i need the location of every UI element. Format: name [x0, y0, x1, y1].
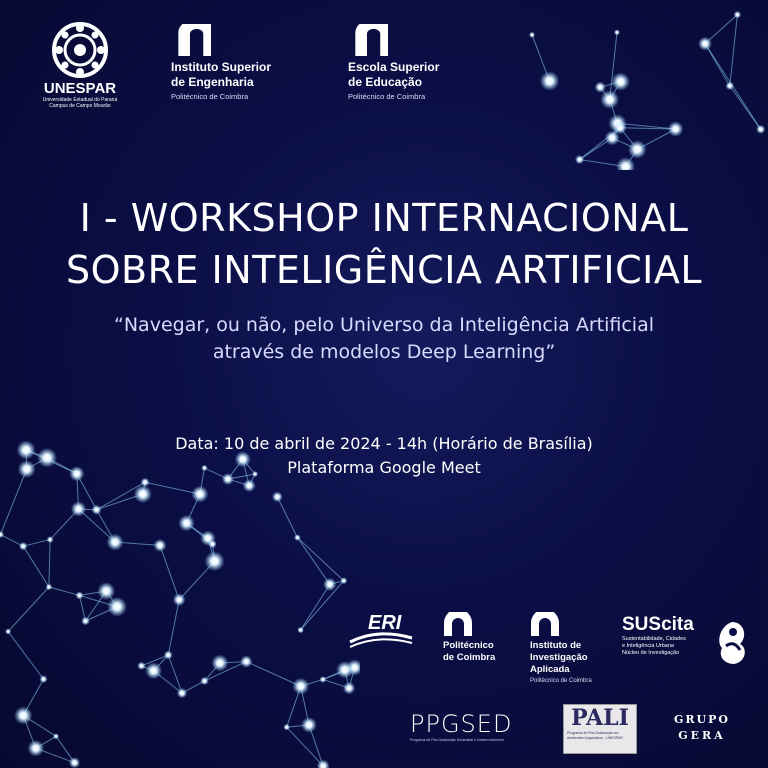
- network-node: [668, 121, 684, 137]
- network-link: [297, 538, 343, 581]
- network-link: [287, 727, 324, 766]
- network-link: [49, 540, 50, 587]
- network-node: [134, 485, 152, 503]
- iia-line4: Politécnico de Coimbra: [530, 678, 592, 684]
- unespar-emblem-icon: [48, 20, 112, 80]
- network-node: [27, 740, 44, 757]
- network-node: [319, 676, 326, 683]
- network-node: [53, 733, 59, 739]
- network-node: [595, 82, 606, 93]
- network-node: [323, 578, 336, 591]
- event-platform: Plataforma Google Meet: [287, 458, 481, 477]
- network-graphic-top-right: [448, 0, 768, 170]
- network-node: [605, 131, 620, 146]
- ese-line1: Escola Superior: [348, 60, 440, 74]
- ise-line1: Instituto Superior: [171, 60, 271, 74]
- network-node: [340, 577, 347, 584]
- suscita-line3: Núcleo de Investigação: [622, 650, 680, 656]
- network-link: [23, 546, 49, 587]
- network-node: [756, 125, 765, 134]
- network-node: [75, 591, 83, 599]
- network-link: [8, 632, 43, 680]
- title-line2: SOBRE INTELIGÊNCIA ARTIFICIAL: [65, 248, 703, 292]
- unespar-logo: [38, 20, 122, 109]
- ese-line2: de Educação: [348, 75, 423, 89]
- network-link: [8, 587, 49, 632]
- event-info: [0, 432, 768, 480]
- network-graphic-bottom-left: [0, 438, 360, 768]
- ese-logo: [348, 24, 439, 102]
- ise-logo: [171, 24, 271, 102]
- network-node: [734, 11, 742, 19]
- eri-logo: [348, 612, 414, 652]
- network-link: [160, 545, 179, 599]
- unespar-line2: Campus de Campo Mourão: [49, 103, 111, 109]
- network-link: [297, 538, 329, 585]
- suscita-line1: Sustentabilidade, Cidades: [622, 636, 686, 642]
- politecnico-line2: de Coimbra: [443, 652, 496, 663]
- network-node: [145, 662, 162, 679]
- gera-line1: GRUPO: [674, 713, 730, 726]
- network-node: [107, 597, 127, 617]
- network-node: [628, 140, 647, 159]
- network-link: [246, 662, 300, 687]
- unespar-name: UNESPAR: [43, 80, 117, 97]
- network-node: [611, 72, 630, 91]
- network-node: [540, 71, 560, 91]
- page-title: [0, 192, 768, 296]
- iia-line3: Aplicada: [530, 664, 570, 675]
- iia-line1: Instituto de: [530, 640, 582, 651]
- pali-name: PALI: [571, 705, 629, 731]
- suscita-logo: [622, 614, 750, 674]
- network-link: [49, 587, 80, 595]
- iia-line2: Investigação: [530, 652, 588, 663]
- subtitle-line2: através de modelos Deep Learning”: [212, 341, 556, 363]
- network-node: [97, 582, 115, 600]
- leaf-figure-icon: [714, 618, 750, 668]
- network-node: [240, 655, 252, 667]
- network-link: [168, 600, 179, 655]
- network-node: [137, 662, 145, 670]
- network-node: [725, 82, 734, 91]
- ise-line2: de Engenharia: [171, 75, 254, 89]
- network-node: [178, 515, 194, 531]
- ese-line3: Politécnico de Coimbra: [348, 92, 426, 101]
- arch-icon: [171, 24, 211, 56]
- network-node: [529, 32, 535, 38]
- network-node: [200, 677, 209, 686]
- pali-caption: Programa de Pós-Graduação em Ambientes Linguísticos - UNESPAR: [567, 731, 623, 740]
- network-node: [301, 717, 317, 733]
- network-node: [294, 534, 301, 541]
- arch-icon: [443, 612, 473, 636]
- network-node: [575, 155, 584, 164]
- ppgsed-caption: Programa de Pós-Graduação Sociedade e Desenvolvimento: [410, 738, 504, 742]
- arch-icon: [530, 612, 560, 636]
- ise-line3: Politécnico de Coimbra: [171, 92, 249, 101]
- ppgsed-logo: [410, 710, 536, 743]
- grupo-gera-logo: [662, 712, 742, 744]
- network-node: [0, 531, 4, 538]
- politecnico-line1: Politécnico: [443, 640, 494, 651]
- arch-icon: [348, 24, 388, 56]
- network-link: [301, 581, 344, 630]
- network-node: [283, 724, 290, 731]
- network-node: [177, 688, 187, 698]
- network-node: [173, 593, 186, 606]
- network-node: [343, 682, 355, 694]
- network-node: [616, 157, 635, 170]
- network-node: [164, 650, 173, 659]
- ppgsed-name: PPGSED: [410, 710, 513, 738]
- network-node: [336, 661, 353, 678]
- network-node: [191, 486, 208, 503]
- network-node: [614, 29, 620, 35]
- network-node: [71, 501, 86, 516]
- network-node: [272, 491, 283, 502]
- network-node: [292, 678, 309, 695]
- network-link: [301, 584, 330, 630]
- network-node: [5, 628, 11, 634]
- eri-name: ERI: [368, 612, 402, 634]
- network-node: [698, 37, 712, 51]
- iia-logo: [530, 612, 592, 686]
- suscita-line2: e Inteligência Urbana: [622, 643, 674, 649]
- network-node: [46, 584, 53, 591]
- title-line1: I - WORKSHOP INTERNACIONAL: [79, 196, 689, 240]
- event-date: Data: 10 de abril de 2024 - 14h (Horário de Brasília): [175, 434, 593, 453]
- network-node: [211, 655, 228, 672]
- network-node: [205, 551, 225, 571]
- network-node: [19, 542, 28, 551]
- subtitle-line1: “Navegar, ou não, pelo Universo da Inteligência Artificial: [114, 314, 654, 336]
- subtitle: [0, 312, 768, 366]
- network-node: [297, 627, 304, 634]
- network-node: [243, 479, 256, 492]
- network-node: [153, 539, 166, 552]
- network-link: [730, 15, 738, 86]
- network-node: [14, 706, 32, 724]
- pali-logo: [563, 704, 637, 754]
- network-node: [91, 505, 101, 515]
- suscita-name: SUScita: [622, 614, 694, 635]
- politecnico-logo: [443, 612, 495, 664]
- network-node: [40, 675, 48, 683]
- network-node: [81, 617, 90, 626]
- network-node: [69, 757, 80, 768]
- network-node: [600, 90, 619, 109]
- network-node: [47, 536, 54, 543]
- gera-line2: GERA: [678, 729, 726, 742]
- unespar-line1: Universidade Estadual do Paraná: [42, 97, 118, 103]
- network-link: [277, 497, 297, 538]
- network-node: [107, 534, 124, 551]
- network-link: [705, 44, 730, 86]
- network-node: [208, 540, 216, 548]
